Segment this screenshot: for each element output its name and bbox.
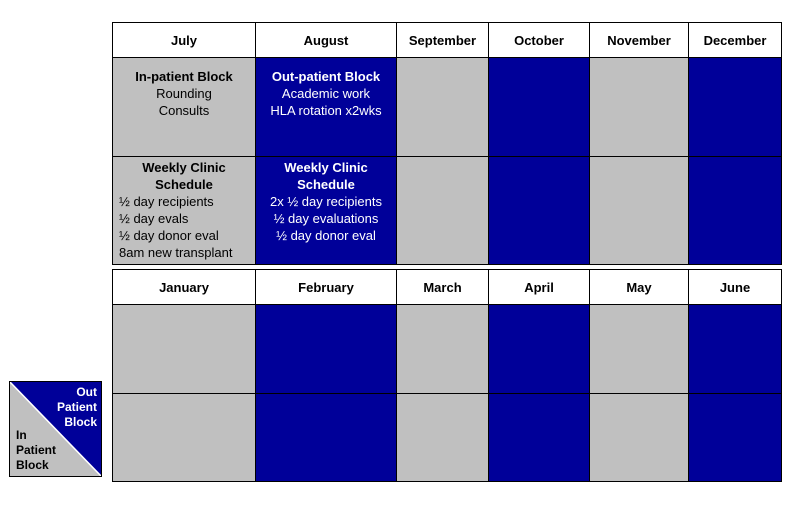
august-clinic-line: ½ day donor eval [276,228,376,243]
block-row [113,58,782,157]
month-header-february: February [256,270,397,305]
month-header-april: April [489,270,590,305]
july-clinic-line: ½ day donor eval [119,228,219,243]
august-clinic-line: ½ day evaluations [273,211,379,226]
august-block-line: HLA rotation x2wks [270,103,382,118]
month-header-december: December [689,23,782,58]
month-header-march: March [397,270,489,305]
december-clinic-cell [689,157,782,265]
june-block-cell [689,305,782,394]
legend-inpatient-label [16,428,56,473]
may-clinic-cell [590,394,689,482]
month-header-october: October [489,23,590,58]
clinic-row [113,157,782,265]
january-clinic-cell [113,394,256,482]
july-clinic-line: ½ day evals [119,211,189,226]
month-header-september: September [397,23,489,58]
july-block-cell [113,58,256,157]
legend-in-line: Block [16,458,49,472]
july-block-line: Rounding [156,86,212,101]
march-clinic-cell [397,394,489,482]
july-clinic-line: 8am new transplant [119,245,233,260]
legend-out-line: Block [64,415,97,429]
july-block-title: In-patient Block [135,69,233,84]
june-clinic-cell [689,394,782,482]
july-clinic-line: ½ day recipients [119,194,214,209]
august-clinic-title: Schedule [297,177,355,192]
month-header-july: July [113,23,256,58]
schedule-table-jul-dec [112,22,782,265]
november-clinic-cell [590,157,689,265]
schedule-table-jan-jun [112,269,782,482]
clinic-row [113,394,782,482]
february-clinic-cell [256,394,397,482]
month-header-row [113,23,782,58]
october-clinic-cell [489,157,590,265]
august-clinic-title: Weekly Clinic [284,160,368,175]
january-block-cell [113,305,256,394]
october-block-cell [489,58,590,157]
august-clinic-cell [256,157,397,265]
july-clinic-title: Schedule [155,177,213,192]
july-block-line: Consults [158,103,210,118]
legend-out-line: Patient [56,400,97,414]
september-clinic-cell [397,157,489,265]
july-clinic-title: Weekly Clinic [142,160,226,175]
august-clinic-line: 2x ½ day recipients [269,194,382,209]
month-header-june: June [689,270,782,305]
block-legend [9,381,102,477]
april-clinic-cell [489,394,590,482]
august-block-title: Out-patient Block [271,69,381,84]
august-block-line: Academic work [281,86,371,101]
month-header-november: November [590,23,689,58]
september-block-cell [397,58,489,157]
legend-out-line: Out [76,385,97,399]
february-block-cell [256,305,397,394]
legend-in-line: In [16,428,27,442]
month-header-may: May [590,270,689,305]
legend-in-line: Patient [16,443,57,457]
month-header-row [113,270,782,305]
legend-outpatient-label [57,385,97,430]
month-header-august: August [256,23,397,58]
august-block-cell [256,58,397,157]
month-header-january: January [113,270,256,305]
july-clinic-cell [113,157,256,265]
march-block-cell [397,305,489,394]
november-block-cell [590,58,689,157]
block-row [113,305,782,394]
december-block-cell [689,58,782,157]
april-block-cell [489,305,590,394]
may-block-cell [590,305,689,394]
